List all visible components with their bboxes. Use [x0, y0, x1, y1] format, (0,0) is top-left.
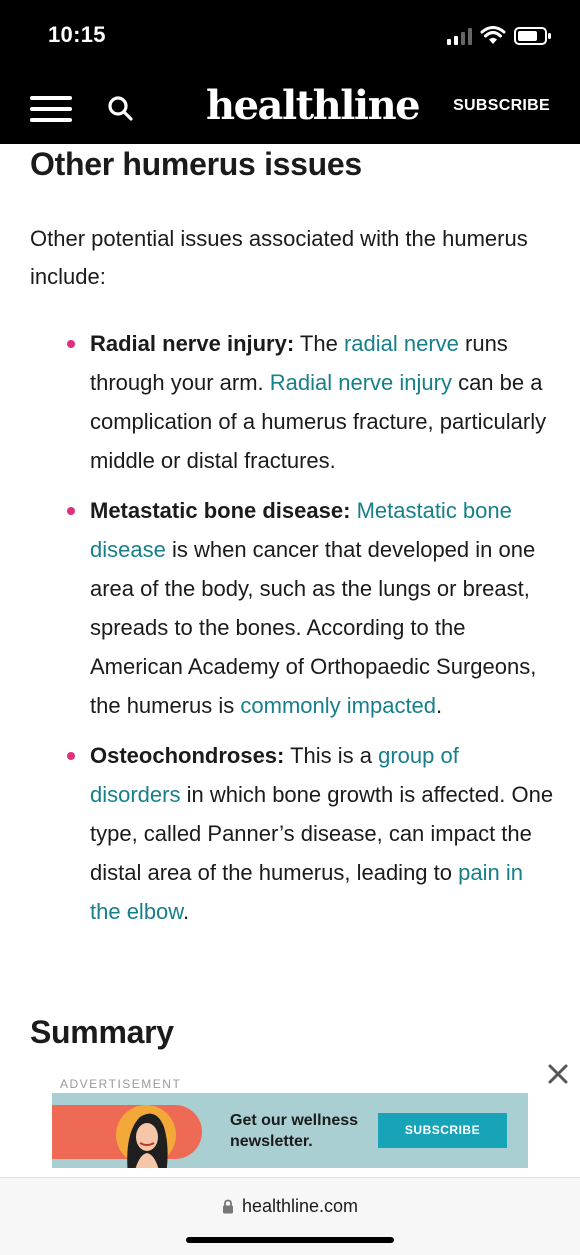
battery-icon: [514, 26, 552, 46]
link-metastatic-bone-disease[interactable]: Metastatic bone disease: [90, 498, 512, 562]
summary-title: Summary: [30, 1014, 174, 1050]
subscribe-button[interactable]: SUBSCRIBE: [453, 97, 550, 114]
ad-label: ADVERTISEMENT: [60, 1077, 182, 1091]
item-text: is when cancer that developed in one area of the body, such as the lungs or breast, spreads to the bones. According to the American Academy of Orthopaedic Surgeons, the humerus is: [90, 537, 537, 718]
hamburger-icon[interactable]: [30, 96, 72, 122]
bullet-dot: [67, 340, 75, 348]
site-header: [0, 76, 580, 144]
link-radial-nerve[interactable]: radial nerve: [343, 331, 459, 356]
status-icons: [447, 26, 552, 46]
list-item: [30, 324, 555, 480]
bullet-dot: [67, 752, 75, 760]
ad-text: Get our wellness newsletter.: [230, 1112, 359, 1150]
item-text: .: [436, 693, 443, 718]
site-logo[interactable]: healthline: [206, 82, 420, 129]
link-pain-in-the-elbow[interactable]: pain in the elbow: [90, 860, 523, 924]
item-text: .: [182, 899, 190, 924]
section-title: Other humerus issues: [30, 146, 362, 182]
home-indicator[interactable]: [186, 1237, 394, 1243]
item-text: can be a complication of a humerus fracture, particularly middle or distal fractures.: [90, 370, 547, 473]
search-icon[interactable]: [106, 94, 136, 124]
bullet-dot: [67, 507, 75, 515]
item-text: This is a: [284, 743, 379, 768]
url-text: healthline.com: [241, 1196, 359, 1216]
list-item: [30, 736, 555, 931]
lock-icon: [222, 1199, 234, 1214]
item-term: Metastatic bone disease:: [90, 498, 351, 523]
list-item: [30, 491, 555, 725]
status-bar: [0, 0, 580, 76]
wifi-icon: [480, 26, 506, 46]
item-term: Osteochondroses:: [90, 743, 285, 768]
item-text: in which bone growth is affected. One type, called Panner’s disease, can impact the distal area of the humerus, leading to: [90, 782, 554, 885]
ad-banner[interactable]: [52, 1093, 528, 1168]
link-group-of-disorders[interactable]: group of disorders: [90, 743, 459, 807]
issues-list: [30, 324, 555, 942]
item-term: Radial nerve injury:: [90, 331, 295, 356]
status-time: 10:15: [48, 22, 106, 47]
link-radial-nerve-injury[interactable]: Radial nerve injury: [269, 370, 452, 395]
item-text: runs through your arm.: [90, 331, 508, 395]
link-commonly-impacted[interactable]: commonly impacted: [240, 693, 437, 718]
intro-paragraph: Other potential issues associated with the humerus include:: [30, 226, 528, 289]
item-text: The: [294, 331, 344, 356]
signal-icon: [447, 27, 472, 45]
close-icon[interactable]: [544, 1060, 572, 1088]
woman-illustration-icon: [110, 1097, 180, 1168]
url-bar[interactable]: [0, 1196, 580, 1217]
browser-bottom-bar: [0, 1177, 580, 1255]
ad-subscribe-button[interactable]: SUBSCRIBE: [378, 1113, 507, 1148]
